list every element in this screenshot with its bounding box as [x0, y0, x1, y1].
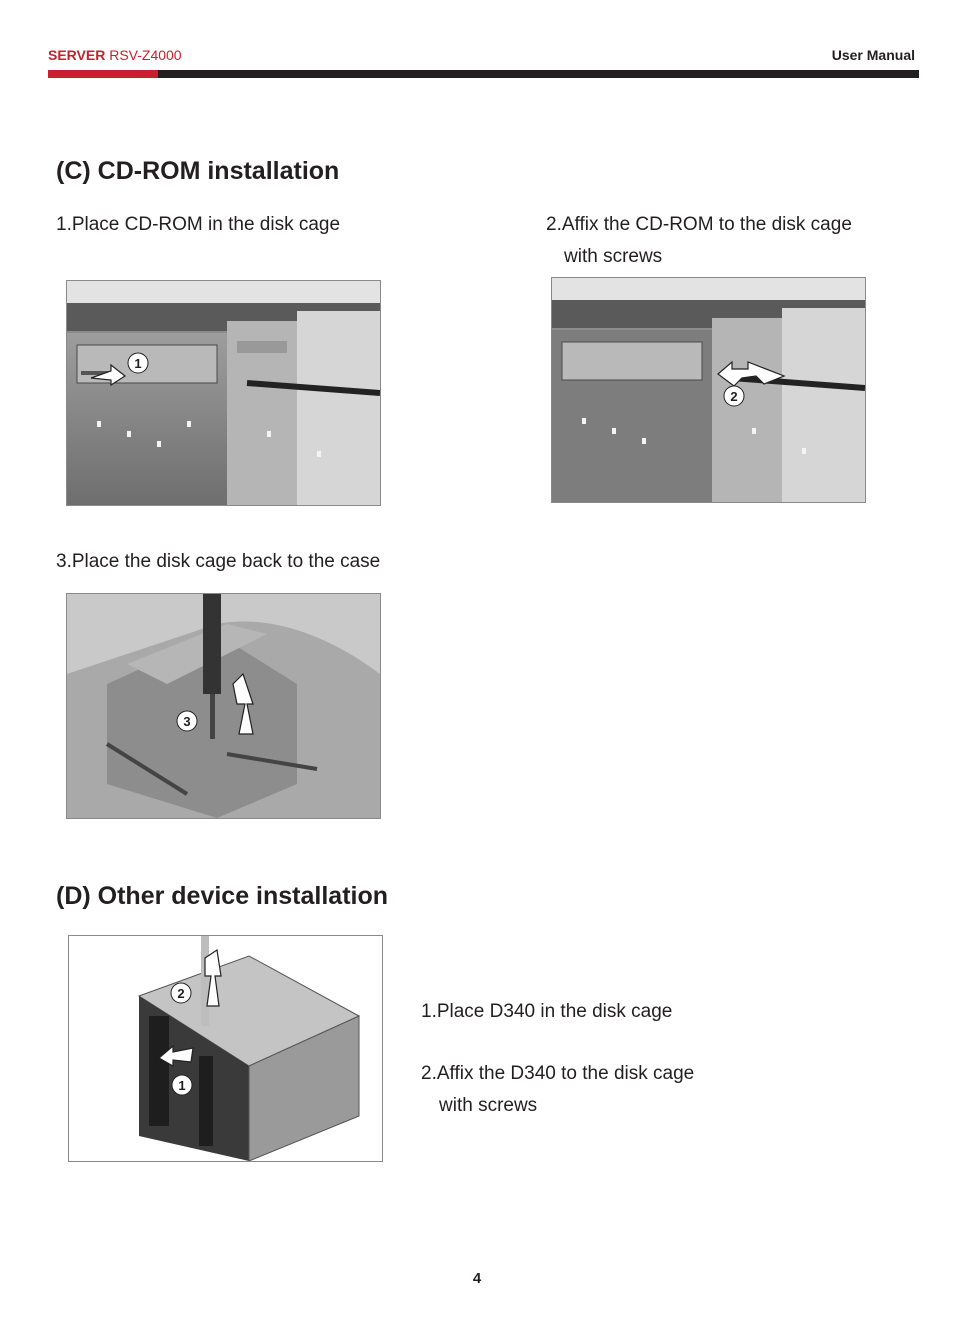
d340-cage-photo	[68, 935, 383, 1162]
photo-c1-marker: 1	[134, 356, 142, 371]
cdrom-insert-photo	[66, 280, 381, 506]
step-c2	[546, 209, 852, 273]
header-rule	[158, 70, 919, 78]
brand-name: SERVER	[48, 47, 106, 63]
section-c-title: (C) CD-ROM installation	[56, 157, 340, 185]
photo-c3-marker: 3	[183, 714, 191, 729]
header-rule-accent	[48, 70, 158, 78]
header-brand	[48, 47, 182, 63]
page-number: 4	[472, 1270, 482, 1287]
cage-to-case-photo	[66, 593, 381, 819]
photo-c2-marker: 2	[730, 389, 738, 404]
cdrom-screw-photo	[551, 277, 866, 503]
step-d1	[421, 996, 672, 1028]
step-d2	[421, 1058, 694, 1122]
step-d1-text: 1.Place D340 in the disk cage	[421, 1001, 673, 1022]
step-c2-text-cont: with screws	[564, 246, 663, 267]
photo-d-marker-1: 1	[178, 1078, 186, 1093]
step-c3	[56, 546, 380, 578]
step-d2-text-cont: with screws	[439, 1095, 538, 1116]
step-d2-text: 2.Affix the D340 to the disk cage	[421, 1063, 695, 1084]
step-c1	[56, 209, 340, 241]
document-title: User Manual	[831, 47, 915, 63]
step-c3-text: 3.Place the disk cage back to the case	[56, 551, 381, 572]
step-c2-text: 2.Affix the CD-ROM to the disk cage	[546, 214, 852, 235]
step-c1-text: 1.Place CD-ROM in the disk cage	[56, 214, 341, 235]
model-name: RSV-Z4000	[109, 47, 182, 63]
section-d-title: (D) Other device installation	[56, 882, 389, 910]
photo-d-marker-2: 2	[177, 986, 185, 1001]
